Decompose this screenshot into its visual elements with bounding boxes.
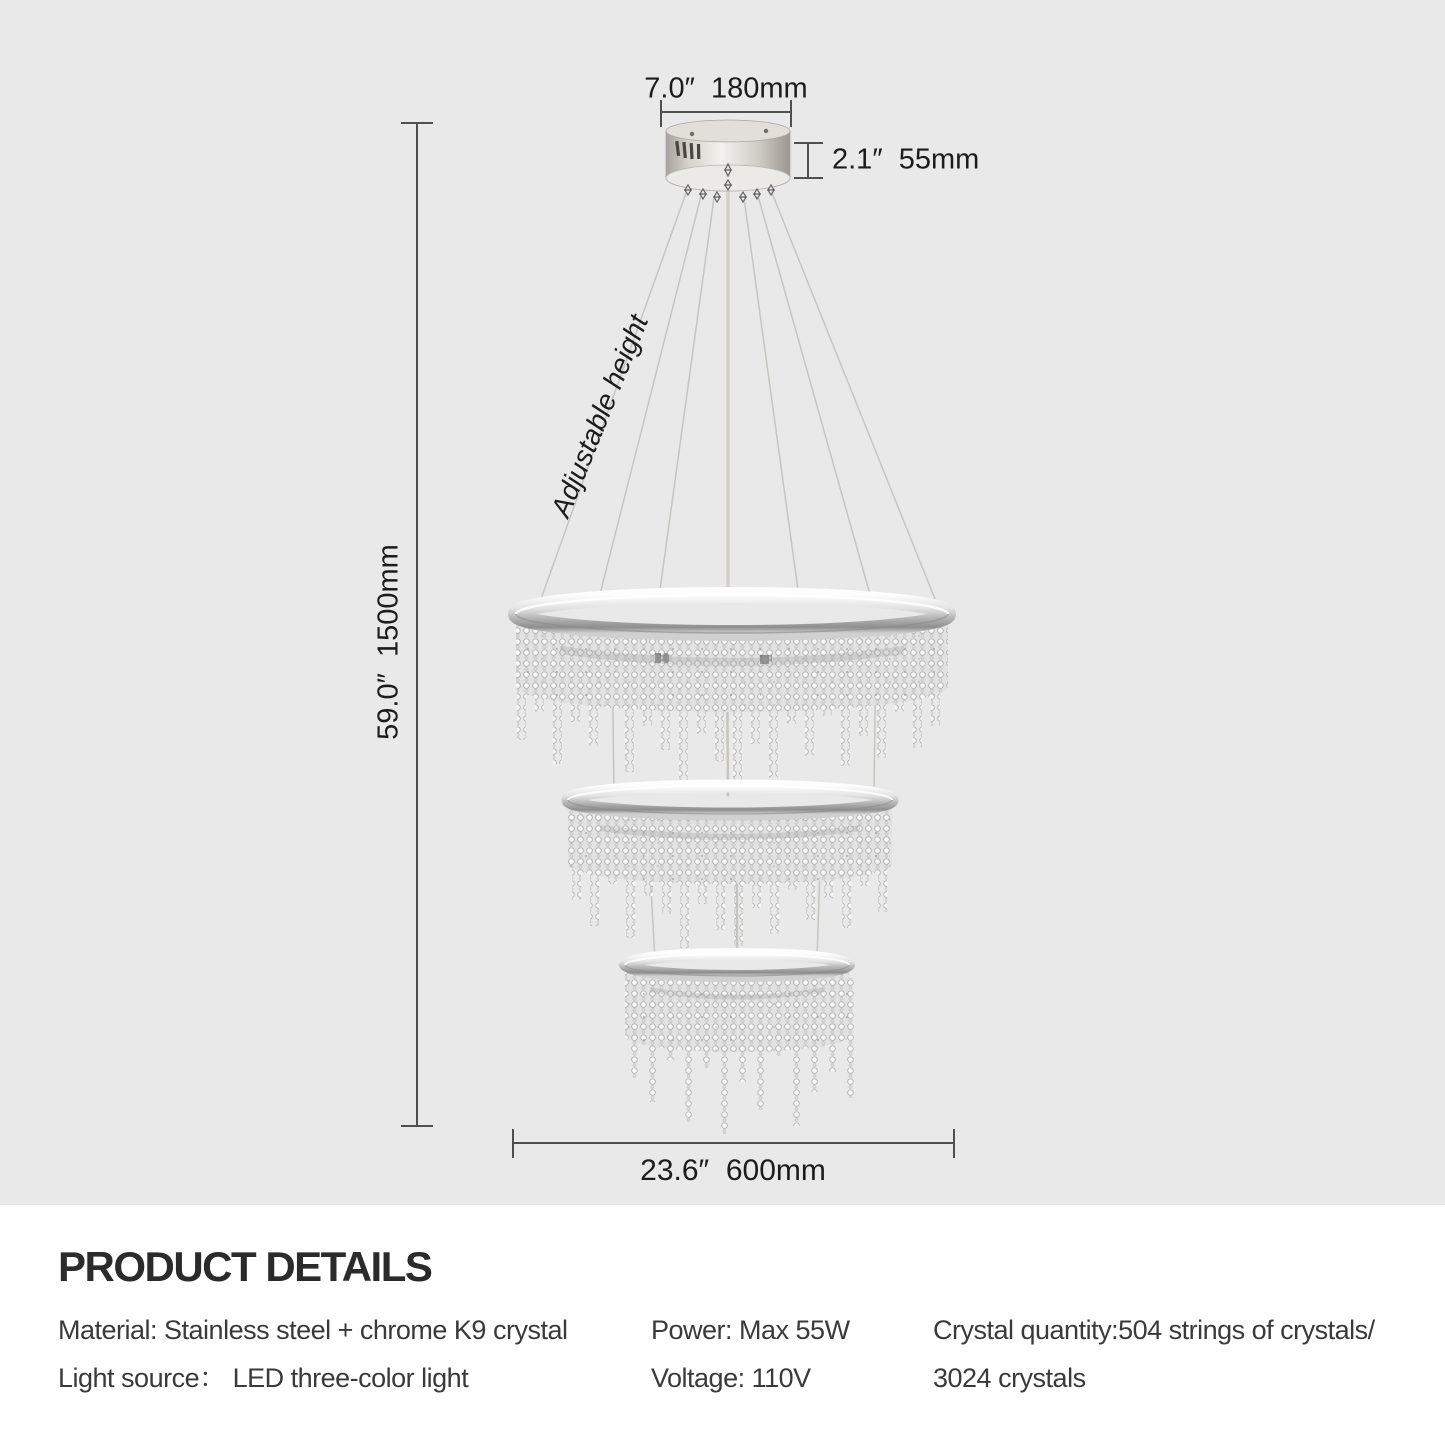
ceiling-canopy [666,120,790,202]
canopy-width-label: 7.0″ 180mm [644,72,808,105]
details-heading: PRODUCT DETAILS [58,1243,432,1290]
spec-column-power [651,1306,931,1402]
spec-column-material [58,1306,658,1402]
product-details-section [0,1205,1445,1445]
spec-column-crystal [933,1306,1433,1402]
spec-crystal-count: 3024 crystals [933,1363,1086,1393]
adjustable-height-label: Adjustable height [544,310,655,522]
spec-light-source: Light source： LED three-color light [58,1363,469,1393]
tier-medium [568,786,892,948]
dimension-line-canopy-height [794,143,823,178]
tier-large [516,595,948,790]
spec-power: Power: Max 55W [651,1315,850,1345]
fixture-diameter-label: 23.6″ 600mm [640,1154,826,1187]
spec-voltage: Voltage: 110V [651,1363,811,1393]
spec-crystal-quantity: Crystal quantity:504 strings of crystals/ [933,1315,1375,1345]
canopy-height-label: 2.1″ 55mm [832,143,980,176]
hanging-height-label: 59.0″ 1500mm [372,544,405,740]
tier-small [625,954,855,1134]
spec-material: Material: Stainless steel + chrome K9 crystal [58,1315,568,1345]
dimension-line-hanging-height [401,123,433,1126]
